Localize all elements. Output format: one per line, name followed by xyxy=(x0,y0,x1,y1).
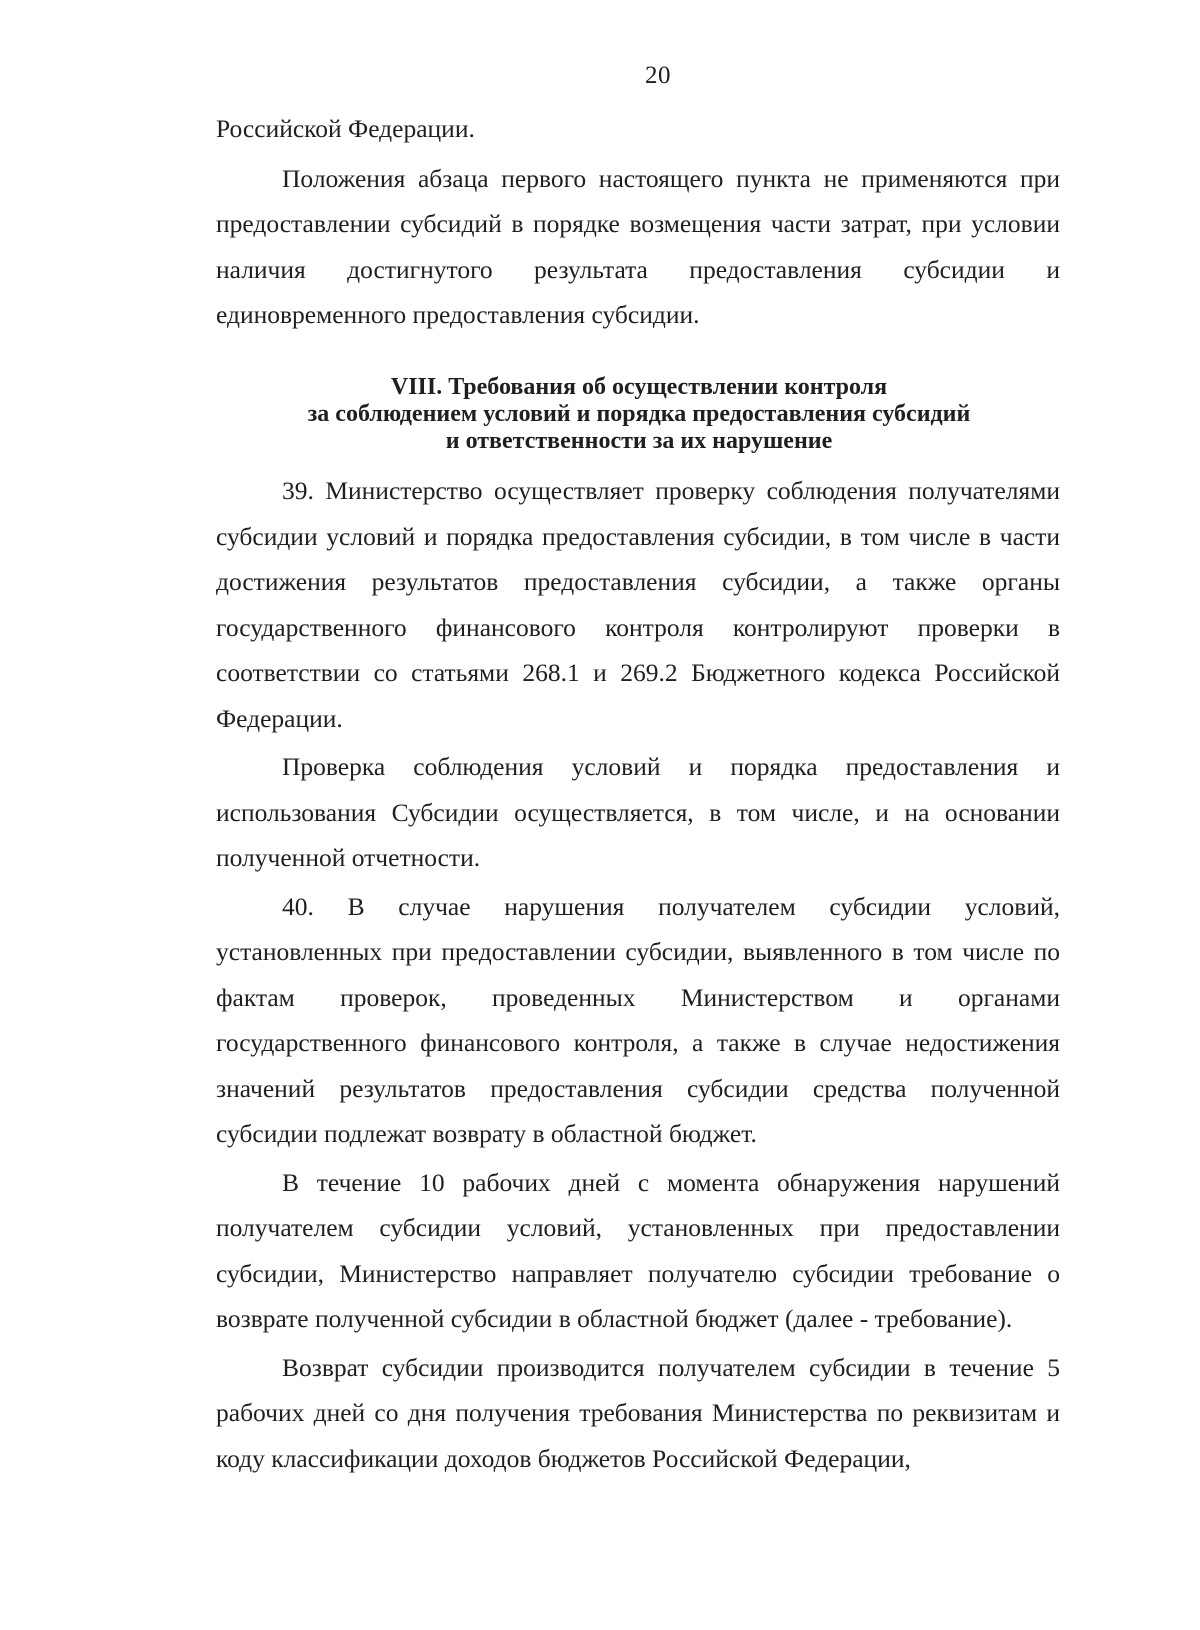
paragraph-demand: В течение 10 рабочих дней с момента обнаружения нарушений получателем субсидии условий, установленных при предоставлении субсидии, Министерство направляет получателю субсидии требование о возврате полученной субсидии в областной бюджет (далее - требование). xyxy=(216,1167,1060,1333)
paragraph-refund: Возврат субсидии производится получателем субсидии в течение 5 рабочих дней со дня получения требования Министерства по реквизитам и коду классификации доходов бюджетов Российской Федерации, xyxy=(216,1352,1060,1473)
page-number: 20 xyxy=(645,62,671,89)
section-heading-line-2: за соблюдением условий и порядка предоставления субсидий xyxy=(307,401,971,427)
paragraph-39: 39. Министерство осуществляет проверку соблюдения получателями субсидии условий и порядка предоставления субсидии, в том числе в части достижения результатов предоставления субсидии, а также органы государственного финансового контроля контролируют проверки в соответствии со статьями 268.1 и 269.2 Бюджетного кодекса Российской Федерации. xyxy=(216,476,1060,733)
section-heading-line-3: и ответственности за их нарушение xyxy=(445,428,833,454)
top-text-block xyxy=(216,106,1060,338)
body-text-block xyxy=(216,468,1060,1481)
section-heading-line-1: VIII. Требования об осуществлении контроля xyxy=(390,374,888,400)
section-heading xyxy=(216,374,1062,455)
paragraph-40: 40. В случае нарушения получателем субсидии условий, установленных при предоставлении субсидии, выявленного в том числе по фактам проверок, проведенных Министерством и органами государственного финансового контроля, а также в случае недостижения значений результатов предоставления субсидии средства полученной субсидии подлежат возврату в областной бюджет. xyxy=(216,891,1060,1148)
paragraph-continuation: Российской Федерации. xyxy=(216,114,475,143)
paragraph-inspection: Проверка соблюдения условий и порядка предоставления и использования Субсидии осуществляется, в том числе, и на основании полученной отчетности. xyxy=(216,752,1060,872)
paragraph-exemption: Положения абзаца первого настоящего пункта не применяются при предоставлении субсидий в порядке возмещения части затрат, при условии наличия достигнутого результата предоставления субсидии и единовременного предоставления субсидии. xyxy=(216,163,1060,329)
